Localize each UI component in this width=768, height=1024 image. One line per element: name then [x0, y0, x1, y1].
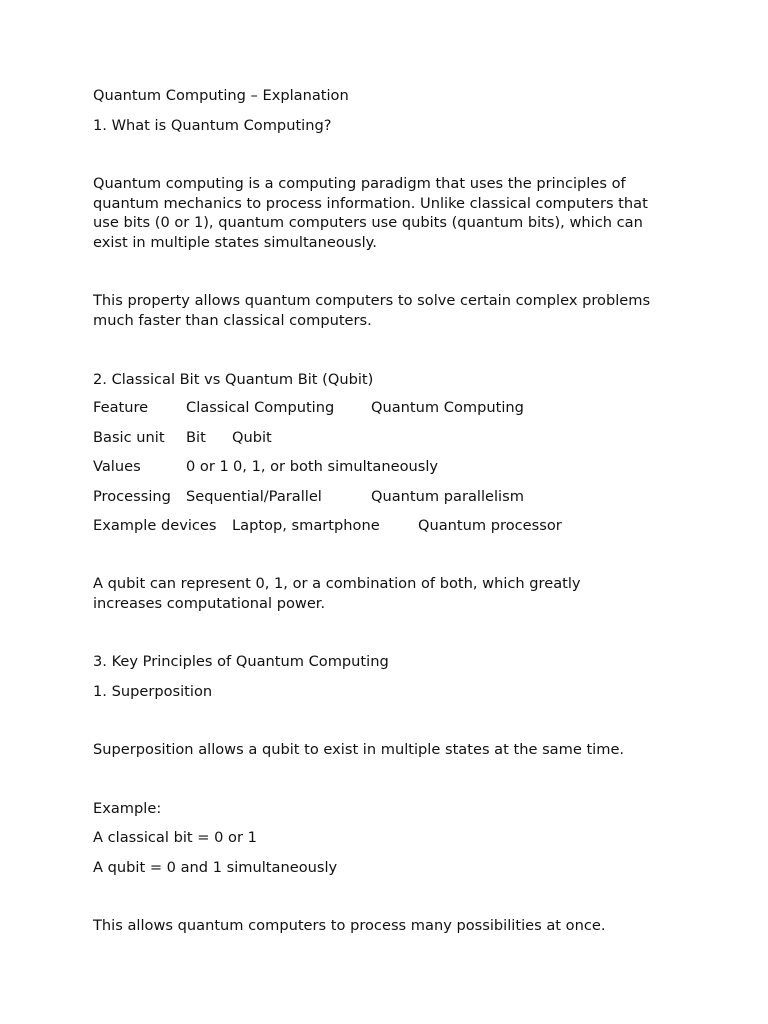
paragraph-qubit-representation: A qubit can represent 0, 1, or a combination of both, which greatly increases computational power.	[93, 575, 581, 612]
subsection-heading-superposition: 1. Superposition	[93, 683, 213, 700]
section-heading-what-is: 1. What is Quantum Computing?	[93, 117, 332, 134]
table-header-cell: Feature	[93, 399, 149, 416]
table-header-row	[93, 398, 653, 418]
table-cell: Example devices	[93, 517, 217, 534]
table-cell: Values	[93, 458, 141, 475]
table-cell: Quantum parallelism	[371, 488, 524, 505]
table-header-cell: Classical Computing	[186, 399, 335, 416]
paragraph-definition: Quantum computing is a computing paradigm that uses the principles of quantum mechanics to process information. Unlike classical computers that use bits (0 or 1), quantum computers use qubits (quantum bits), which can exist in multiple states simultaneously.	[93, 175, 648, 251]
table-cell: 0 or 1	[186, 458, 229, 475]
table-cell: Processing	[93, 488, 171, 505]
paragraph-superposition: Superposition allows a qubit to exist in multiple states at the same time.	[93, 741, 625, 758]
example-line-qubit: A qubit = 0 and 1 simultaneously	[93, 859, 338, 876]
table-row	[93, 516, 653, 536]
section-heading-principles: 3. Key Principles of Quantum Computing	[93, 653, 389, 670]
table-cell: 0, 1, or both simultaneously	[233, 458, 439, 475]
table-cell: Quantum processor	[418, 517, 562, 534]
paragraph-property: This property allows quantum computers to solve certain complex problems much faster than classical computers.	[93, 292, 651, 329]
document-title: Quantum Computing – Explanation	[93, 87, 349, 104]
table-header-cell: Quantum Computing	[371, 399, 524, 416]
example-line-classical: A classical bit = 0 or 1	[93, 829, 257, 846]
table-cell: Basic unit	[93, 429, 165, 446]
table-row	[93, 487, 653, 507]
paragraph-closing: This allows quantum computers to process many possibilities at once.	[93, 917, 606, 934]
table-cell: Laptop, smartphone	[232, 517, 380, 534]
table-row	[93, 457, 653, 477]
example-label: Example:	[93, 800, 162, 817]
table-cell: Qubit	[232, 429, 272, 446]
section-heading-comparison: 2. Classical Bit vs Quantum Bit (Qubit)	[93, 371, 374, 388]
table-row	[93, 428, 653, 448]
table-cell: Sequential/Parallel	[186, 488, 322, 505]
table-cell: Bit	[186, 429, 206, 446]
